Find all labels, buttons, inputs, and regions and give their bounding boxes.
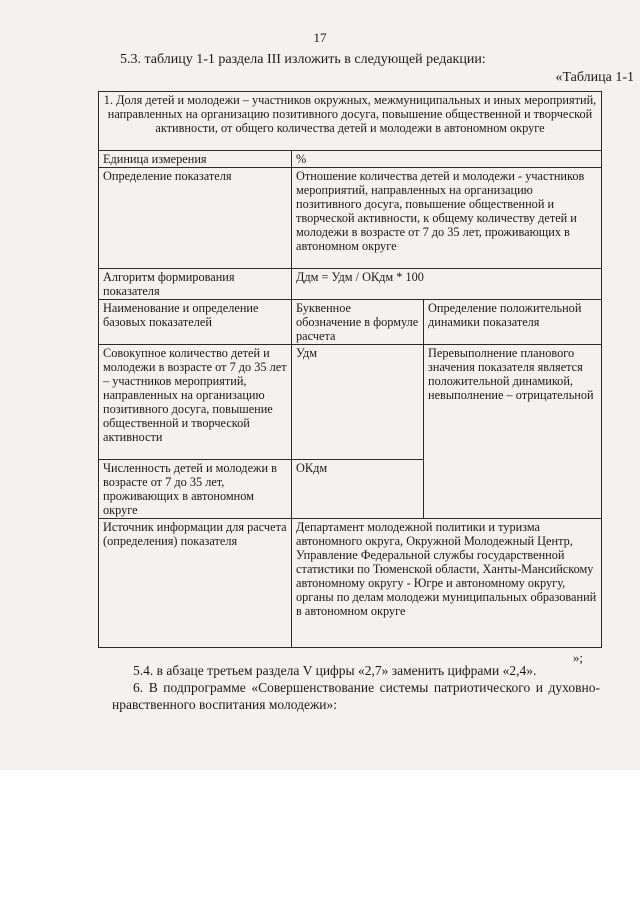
table-row bbox=[99, 92, 602, 151]
unit-label: Единица измерения bbox=[99, 151, 292, 168]
paragraph-6: 6. В подпрограмме «Совершенствование системы патриотического и духовно-нравственного воспитания молодежи»: bbox=[112, 680, 600, 712]
symbol-header: Буквенное обозначение в формуле расчета bbox=[292, 300, 424, 345]
definition-label: Определение показателя bbox=[99, 168, 292, 269]
base-indicator-symbol: ОКдм bbox=[292, 460, 424, 519]
definition-value: Отношение количества детей и молодежи - участников мероприятий, направленных на организацию позитивного досуга, повышение общественной и творческой активности, к общему количеству детей и молодежи в возрасте от 7 до 35 лет, проживающих в автономном округе bbox=[292, 168, 602, 269]
table-row bbox=[99, 151, 602, 168]
page-number: 17 bbox=[313, 30, 327, 45]
algorithm-formula: Ддм = Удм / ОКдм * 100 bbox=[292, 269, 602, 300]
dynamics-definition: Перевыполнение планового значения показателя является положительной динамикой, невыполнение – отрицательной bbox=[424, 345, 602, 519]
table-title: 1. Доля детей и молодежи – участников окружных, межмуниципальных и иных мероприятий, направленных на организацию позитивного досуга, повышение общественной и творческой активности, от общего количества детей и молодежи в автономном округе bbox=[99, 92, 602, 151]
dynamics-header: Определение положительной динамики показателя bbox=[424, 300, 602, 345]
indicator-table bbox=[98, 91, 602, 648]
base-indicator-symbol: Удм bbox=[292, 345, 424, 460]
algorithm-label: Алгоритм формирования показателя bbox=[99, 269, 292, 300]
table-row bbox=[99, 519, 602, 648]
source-value: Департамент молодежной политики и туризма автономного округа, Окружной Молодежный Центр, Управление Федеральной службы государственной статистики по Тюменской области, Ханты-Мансийскому автономному округу - Югре и автономному округу, органы по делам молодежи муниципальных образований в автономном округе bbox=[292, 519, 602, 648]
paragraph-5-4: 5.4. в абзаце третьем раздела V цифры «2,7» заменить цифрами «2,4». bbox=[133, 663, 537, 678]
table-row bbox=[99, 300, 602, 345]
table-row bbox=[99, 345, 602, 460]
table-row bbox=[99, 269, 602, 300]
table-label: «Таблица 1-1 bbox=[555, 70, 634, 85]
unit-value: % bbox=[292, 151, 602, 168]
intro-text: 5.3. таблицу 1-1 раздела III изложить в следующей редакции: bbox=[120, 52, 486, 67]
base-indicator-name: Совокупное количество детей и молодежи в возрасте от 7 до 35 лет – участников мероприятий, направленных на организацию позитивного досуга, повышение общественной и творческой активности bbox=[99, 345, 292, 460]
source-label: Источник информации для расчета (определения) показателя bbox=[99, 519, 292, 648]
base-indicators-header: Наименование и определение базовых показателей bbox=[99, 300, 292, 345]
table-row bbox=[99, 168, 602, 269]
base-indicator-name: Численность детей и молодежи в возрасте от 7 до 35 лет, проживающих в автономном округе bbox=[99, 460, 292, 519]
closing-quote: »; bbox=[572, 650, 583, 665]
